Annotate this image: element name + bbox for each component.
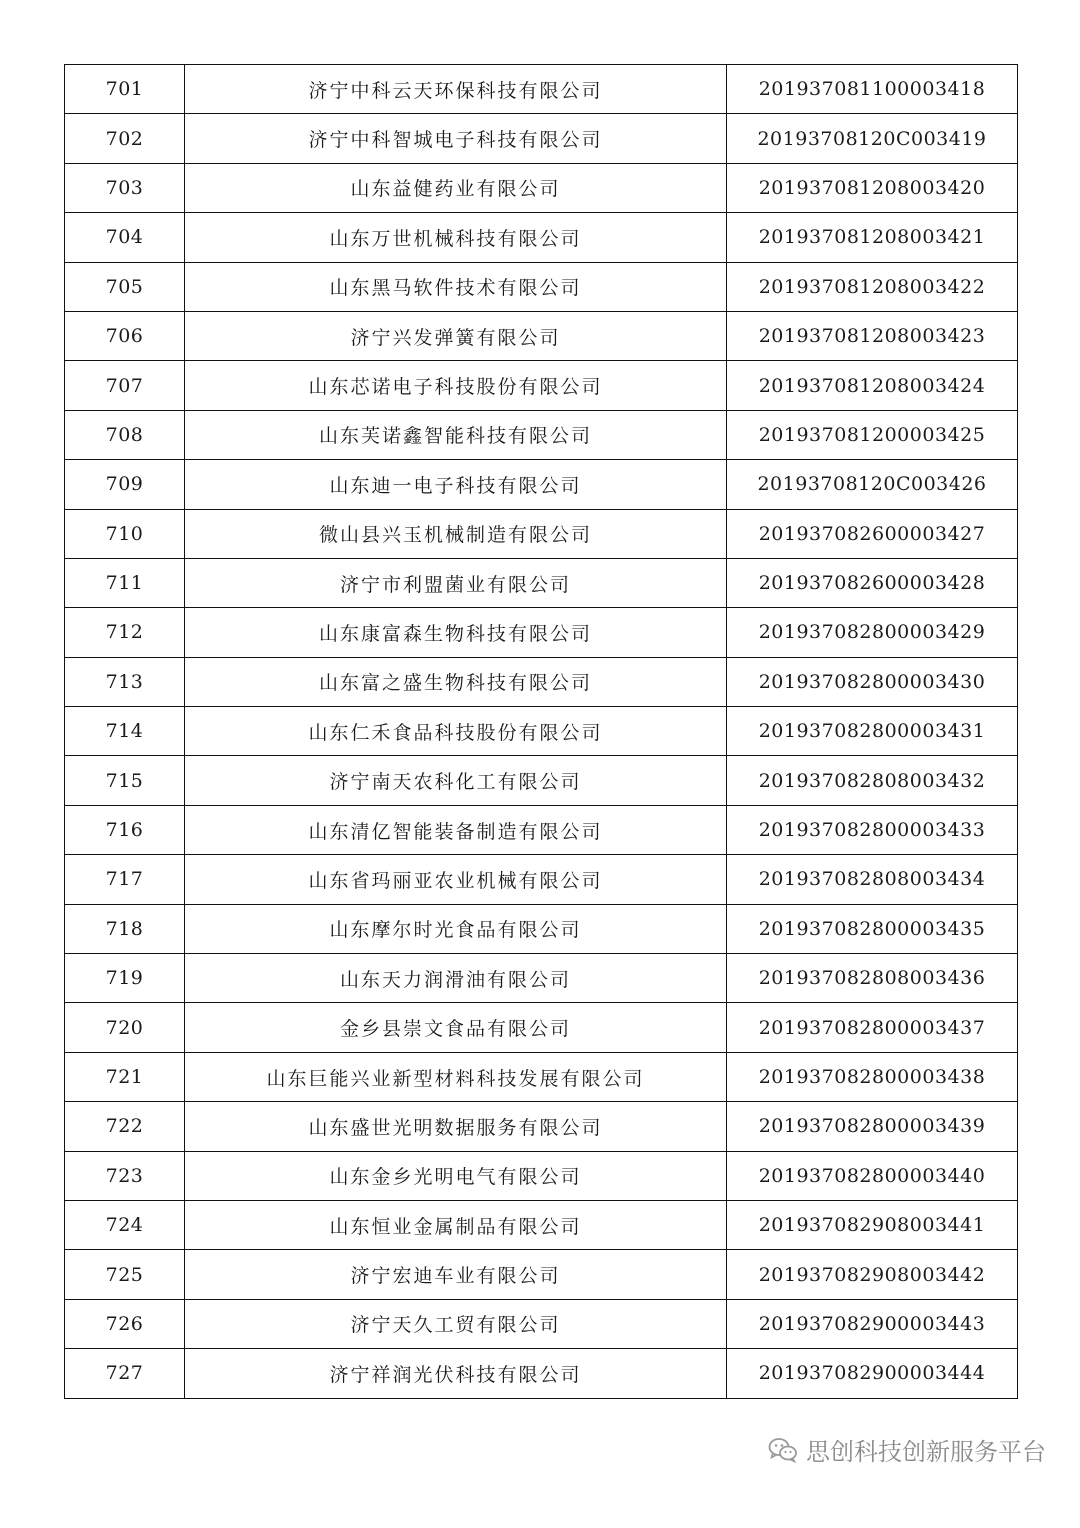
registration-code-cell: 201937082808003434 — [727, 855, 1018, 904]
registration-code-cell: 201937082808003436 — [727, 954, 1018, 1003]
company-name-cell: 山东康富森生物科技有限公司 — [185, 608, 727, 657]
table-row — [65, 707, 1018, 756]
table-row — [65, 608, 1018, 657]
table-row — [65, 1299, 1018, 1348]
row-number-cell: 707 — [65, 361, 185, 410]
registration-code-cell: 201937082908003442 — [727, 1250, 1018, 1299]
registration-code-cell: 201937082800003430 — [727, 657, 1018, 706]
table-row — [65, 1151, 1018, 1200]
row-number-cell: 718 — [65, 904, 185, 953]
row-number-cell: 726 — [65, 1299, 185, 1348]
table-row — [65, 1200, 1018, 1249]
row-number-cell: 717 — [65, 855, 185, 904]
table-row — [65, 954, 1018, 1003]
company-name-cell: 济宁中科云天环保科技有限公司 — [185, 65, 727, 114]
company-name-cell: 济宁中科智城电子科技有限公司 — [185, 114, 727, 163]
row-number-cell: 716 — [65, 805, 185, 854]
table-row — [65, 657, 1018, 706]
company-name-cell: 山东恒业金属制品有限公司 — [185, 1200, 727, 1249]
row-number-cell: 706 — [65, 311, 185, 360]
registration-code-cell: 201937082600003427 — [727, 509, 1018, 558]
row-number-cell: 710 — [65, 509, 185, 558]
row-number-cell: 727 — [65, 1349, 185, 1398]
registration-code-cell: 201937082800003440 — [727, 1151, 1018, 1200]
company-name-cell: 济宁兴发弹簧有限公司 — [185, 311, 727, 360]
company-name-cell: 山东芙诺鑫智能科技有限公司 — [185, 410, 727, 459]
table-row — [65, 558, 1018, 607]
company-name-cell: 山东清亿智能装备制造有限公司 — [185, 805, 727, 854]
row-number-cell: 725 — [65, 1250, 185, 1299]
registration-code-cell: 201937082800003435 — [727, 904, 1018, 953]
registration-code-cell: 201937082800003431 — [727, 707, 1018, 756]
registration-code-cell: 201937081100003418 — [727, 65, 1018, 114]
company-name-cell: 山东省玛丽亚农业机械有限公司 — [185, 855, 727, 904]
table-row — [65, 855, 1018, 904]
row-number-cell: 712 — [65, 608, 185, 657]
company-name-cell: 济宁市利盟菌业有限公司 — [185, 558, 727, 607]
company-name-cell: 山东芯诺电子科技股份有限公司 — [185, 361, 727, 410]
company-name-cell: 山东金乡光明电气有限公司 — [185, 1151, 727, 1200]
table-row — [65, 509, 1018, 558]
row-number-cell: 721 — [65, 1052, 185, 1101]
table-row — [65, 213, 1018, 262]
row-number-cell: 709 — [65, 460, 185, 509]
wechat-icon — [768, 1437, 798, 1463]
table-row — [65, 1003, 1018, 1052]
registration-code-cell: 201937081208003421 — [727, 213, 1018, 262]
row-number-cell: 708 — [65, 410, 185, 459]
table-row — [65, 805, 1018, 854]
row-number-cell: 701 — [65, 65, 185, 114]
registration-code-cell: 201937082900003444 — [727, 1349, 1018, 1398]
row-number-cell: 704 — [65, 213, 185, 262]
row-number-cell: 719 — [65, 954, 185, 1003]
company-name-cell: 山东盛世光明数据服务有限公司 — [185, 1102, 727, 1151]
registration-code-cell: 20193708120C003419 — [727, 114, 1018, 163]
company-name-cell: 山东巨能兴业新型材料科技发展有限公司 — [185, 1052, 727, 1101]
registration-code-cell: 201937082600003428 — [727, 558, 1018, 607]
registration-code-cell: 201937082800003429 — [727, 608, 1018, 657]
row-number-cell: 720 — [65, 1003, 185, 1052]
table-row — [65, 1349, 1018, 1398]
row-number-cell: 722 — [65, 1102, 185, 1151]
registration-code-cell: 201937082800003438 — [727, 1052, 1018, 1101]
table-row — [65, 1102, 1018, 1151]
table-row — [65, 460, 1018, 509]
company-name-cell: 山东仁禾食品科技股份有限公司 — [185, 707, 727, 756]
row-number-cell: 715 — [65, 756, 185, 805]
registration-code-cell: 201937082908003441 — [727, 1200, 1018, 1249]
company-name-cell: 山东摩尔时光食品有限公司 — [185, 904, 727, 953]
company-name-cell: 济宁南天农科化工有限公司 — [185, 756, 727, 805]
registration-code-cell: 201937082800003439 — [727, 1102, 1018, 1151]
table-row — [65, 65, 1018, 114]
company-list-table-wrapper — [64, 64, 1016, 1399]
table-row — [65, 311, 1018, 360]
watermark-text: 思创科技创新服务平台 — [806, 1438, 1046, 1466]
row-number-cell: 714 — [65, 707, 185, 756]
table-row — [65, 1250, 1018, 1299]
table-row — [65, 262, 1018, 311]
row-number-cell: 702 — [65, 114, 185, 163]
company-list-table — [64, 64, 1018, 1399]
registration-code-cell: 201937082800003433 — [727, 805, 1018, 854]
registration-code-cell: 201937082808003432 — [727, 756, 1018, 805]
registration-code-cell: 20193708120C003426 — [727, 460, 1018, 509]
company-name-cell: 济宁祥润光伏科技有限公司 — [185, 1349, 727, 1398]
row-number-cell: 713 — [65, 657, 185, 706]
row-number-cell: 703 — [65, 163, 185, 212]
registration-code-cell: 201937081200003425 — [727, 410, 1018, 459]
watermark — [768, 1432, 1046, 1467]
table-row — [65, 361, 1018, 410]
registration-code-cell: 201937082800003437 — [727, 1003, 1018, 1052]
company-name-cell: 山东黑马软件技术有限公司 — [185, 262, 727, 311]
registration-code-cell: 201937082900003443 — [727, 1299, 1018, 1348]
company-name-cell: 山东天力润滑油有限公司 — [185, 954, 727, 1003]
row-number-cell: 724 — [65, 1200, 185, 1249]
company-name-cell: 金乡县崇文食品有限公司 — [185, 1003, 727, 1052]
table-row — [65, 410, 1018, 459]
row-number-cell: 711 — [65, 558, 185, 607]
row-number-cell: 723 — [65, 1151, 185, 1200]
company-name-cell: 山东迪一电子科技有限公司 — [185, 460, 727, 509]
registration-code-cell: 201937081208003424 — [727, 361, 1018, 410]
table-row — [65, 756, 1018, 805]
table-body — [65, 65, 1018, 1399]
table-row — [65, 163, 1018, 212]
table-row — [65, 1052, 1018, 1101]
table-row — [65, 904, 1018, 953]
row-number-cell: 705 — [65, 262, 185, 311]
registration-code-cell: 201937081208003422 — [727, 262, 1018, 311]
company-name-cell: 济宁宏迪车业有限公司 — [185, 1250, 727, 1299]
registration-code-cell: 201937081208003423 — [727, 311, 1018, 360]
company-name-cell: 微山县兴玉机械制造有限公司 — [185, 509, 727, 558]
company-name-cell: 山东益健药业有限公司 — [185, 163, 727, 212]
company-name-cell: 山东万世机械科技有限公司 — [185, 213, 727, 262]
table-row — [65, 114, 1018, 163]
company-name-cell: 山东富之盛生物科技有限公司 — [185, 657, 727, 706]
registration-code-cell: 201937081208003420 — [727, 163, 1018, 212]
company-name-cell: 济宁天久工贸有限公司 — [185, 1299, 727, 1348]
